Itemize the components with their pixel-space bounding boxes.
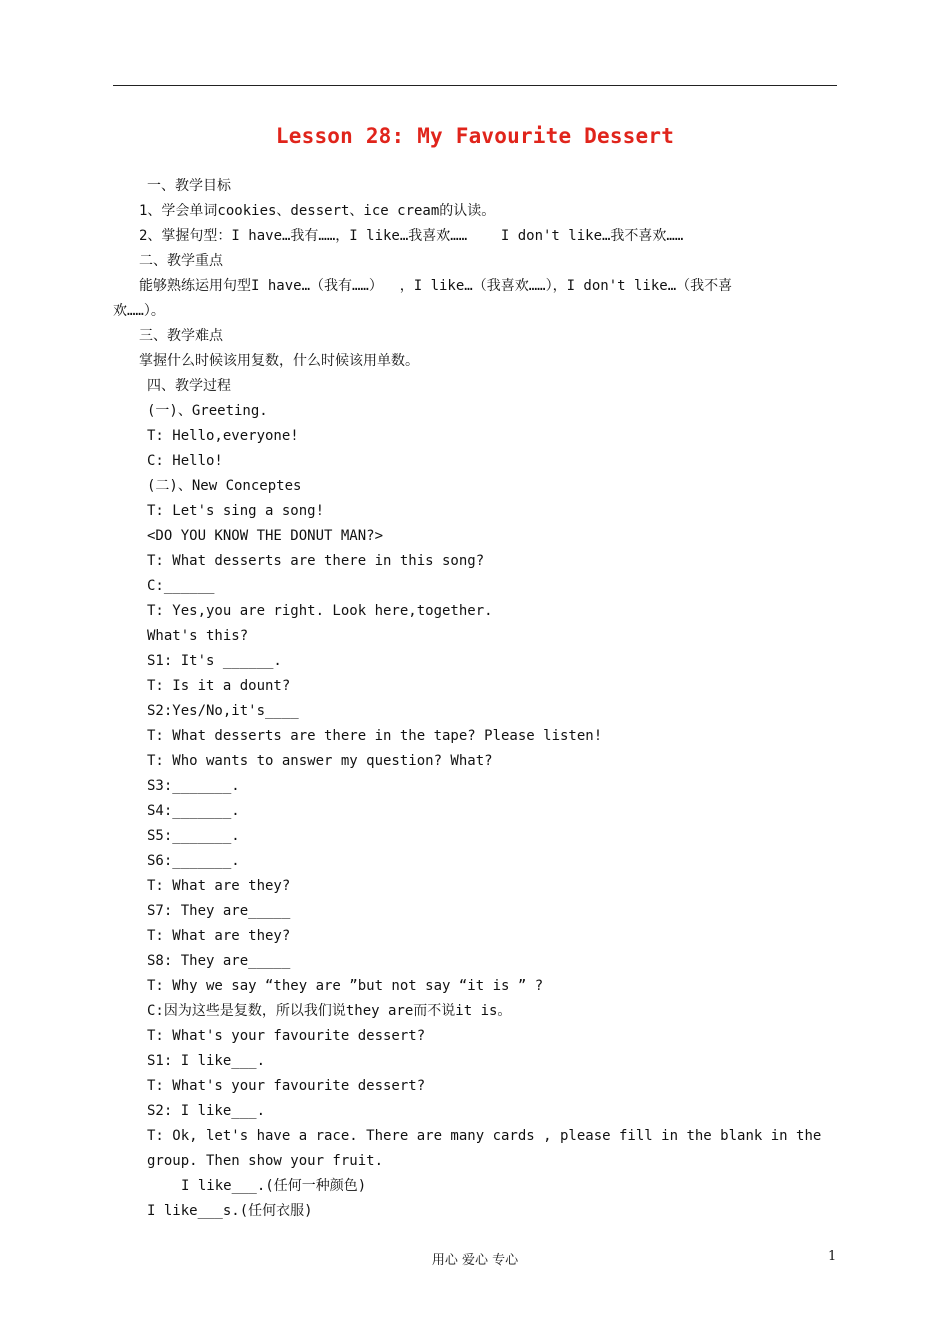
section-heading-process: 四、教学过程	[147, 378, 231, 394]
process-line: S8: They are_____	[147, 953, 291, 969]
objective-line-2: 2、掌握句型：I have…我有……，I like…我喜欢…… I don't like…我不喜欢……	[139, 228, 684, 244]
focus-line-1: 能够熟练运用句型I have…（我有……） ，I like…（我喜欢……），I don't like…（我不喜	[139, 278, 733, 294]
process-line: T: What are they?	[147, 878, 291, 894]
process-line: T: What's your favourite dessert?	[147, 1028, 426, 1044]
page-number: 1	[828, 1249, 837, 1264]
process-line: I like___.(任何一种颜色)	[181, 1178, 367, 1194]
page-footer: 用心 爱心 专心	[431, 1253, 519, 1268]
section-heading-difficulty: 三、教学难点	[139, 328, 223, 344]
process-line: (二)、New Conceptes	[147, 478, 302, 494]
process-line: I like___s.(任何衣服)	[147, 1203, 313, 1219]
section-heading-objectives: 一、教学目标	[147, 178, 231, 194]
focus-line-2: 欢……）。	[113, 303, 165, 319]
process-line: S7: They are_____	[147, 903, 291, 919]
process-line: C: Hello!	[147, 453, 223, 469]
process-line: group. Then show your fruit.	[147, 1153, 384, 1169]
process-line: T: Hello,everyone!	[147, 428, 299, 444]
process-line: S1: I like___.	[147, 1053, 266, 1069]
process-line: T: Let's sing a song!	[147, 503, 325, 519]
difficulty-line: 掌握什么时候该用复数，什么时候该用单数。	[139, 353, 419, 369]
process-line: <DO YOU KNOW THE DONUT MAN?>	[147, 528, 384, 544]
process-line: T: Is it a dount?	[147, 678, 291, 694]
process-line: T: Why we say “they are ”but not say “it is ” ?	[147, 978, 544, 994]
process-line: S2:Yes/No,it's____	[147, 703, 299, 719]
process-line: C:______	[147, 578, 215, 594]
process-line: S4:_______.	[147, 803, 240, 819]
process-line: T: What desserts are there in this song?	[147, 553, 485, 569]
process-line: C:因为这些是复数，所以我们说they are而不说it is。	[147, 1003, 512, 1019]
process-line: T: Yes,you are right. Look here,together.	[147, 603, 493, 619]
objective-line-1: 1、学会单词cookies、dessert、ice cream的认读。	[139, 203, 496, 219]
process-line: S3:_______.	[147, 778, 240, 794]
section-heading-focus: 二、教学重点	[139, 253, 223, 269]
process-line: (一)、Greeting.	[147, 403, 268, 419]
process-line: T: Ok, let's have a race. There are many cards , please fill in the blank in the	[147, 1128, 822, 1144]
process-line: S6:_______.	[147, 853, 240, 869]
process-line: T: What desserts are there in the tape? Please listen!	[147, 728, 603, 744]
page-title: Lesson 28: My Favourite Dessert	[275, 124, 675, 148]
process-line: S1: It's ______.	[147, 653, 282, 669]
process-line: T: What's your favourite dessert?	[147, 1078, 426, 1094]
process-line: T: Who wants to answer my question? What?	[147, 753, 493, 769]
process-line: What's this?	[147, 628, 249, 644]
process-line: T: What are they?	[147, 928, 291, 944]
process-line: S2: I like___.	[147, 1103, 266, 1119]
process-line: S5:_______.	[147, 828, 240, 844]
header-rule	[113, 85, 837, 86]
